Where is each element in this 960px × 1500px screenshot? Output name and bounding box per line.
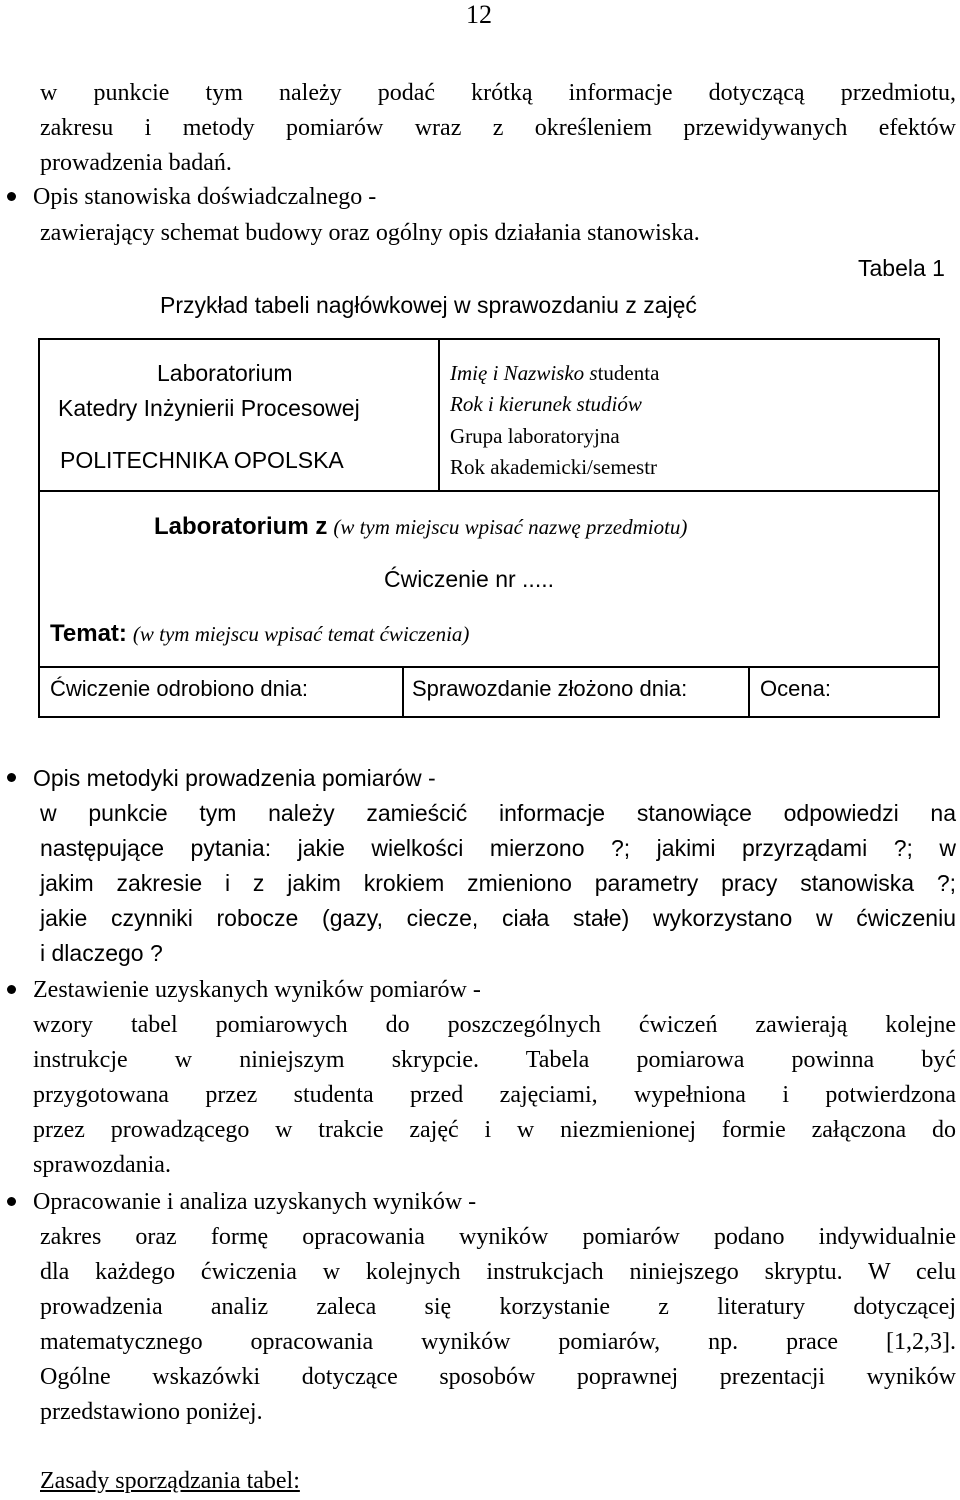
bullet3-line-3: przygotowana przez studenta przed zajęciami, wypełniona i potwierdzona xyxy=(33,1082,956,1108)
intro-line-2: zakresu i metody pomiarów wraz z określeniem przewidywanych efektów xyxy=(40,115,956,141)
exercise-number: Ćwiczenie nr ..... xyxy=(384,566,554,592)
bullet1-line: zawierający schemat budowy oraz ogólny opis działania stanowiska. xyxy=(40,220,700,246)
year-major-field: Rok i kierunek studiów xyxy=(450,392,642,416)
bullet4-line-3: prowadzenia analiz zaleca się korzystanie z literatury dotyczącej xyxy=(40,1294,956,1320)
bullet1-heading: Opis stanowiska doświadczalnego - xyxy=(33,184,377,210)
lab-name: Laboratorium xyxy=(157,360,293,386)
bullet-icon xyxy=(7,192,16,201)
bullet-icon xyxy=(7,985,16,994)
academic-year-field: Rok akademicki/semestr xyxy=(450,455,658,479)
lab-group-field: Grupa laboratoryjna xyxy=(450,424,620,448)
bullet2-line-4: jakie czynniki robocze (gazy, ciecze, ciała stałe) wykorzystano w ćwiczeniu xyxy=(40,905,956,931)
table-label: Tabela 1 xyxy=(858,255,945,281)
exercise-date-field: Ćwiczenie odrobiono dnia: xyxy=(50,676,309,701)
bullet3-line-5: sprawozdania. xyxy=(33,1152,171,1178)
report-date-field: Sprawozdanie złożono dnia: xyxy=(412,676,688,701)
section-heading: Zasady sporządzania tabel: xyxy=(40,1468,300,1494)
bullet4-line-6: przedstawiono poniżej. xyxy=(40,1399,263,1425)
table-divider xyxy=(40,666,938,668)
bullet3-line-2: instrukcje w niniejszym skrypcie. Tabela pomiarowa powinna być xyxy=(33,1047,956,1073)
page-number: 12 xyxy=(466,0,492,29)
grade-field: Ocena: xyxy=(760,676,831,701)
intro-line-1: w punkcie tym należy podać krótką informacje dotyczącą przedmiotu, xyxy=(40,80,956,106)
table-divider xyxy=(748,666,750,716)
university-name: POLITECHNIKA OPOLSKA xyxy=(60,447,344,473)
bullet4-line-1: zakres oraz formę opracowania wyników pomiarów podano indywidualnie xyxy=(40,1224,956,1250)
intro-line-3: prowadzenia badań. xyxy=(40,150,232,176)
table-title: Przykład tabeli nagłówkowej w sprawozdaniu z zajęć xyxy=(160,292,697,318)
bullet-icon xyxy=(7,773,16,782)
bullet-icon xyxy=(7,1197,16,1206)
bullet3-line-4: przez prowadzącego w trakcie zajęć i w niezmienionej formie załączona do xyxy=(33,1117,956,1143)
topic-line: Temat: (w tym miejscu wpisać temat ćwiczenia) xyxy=(50,620,470,647)
bullet2-line-1: w punkcie tym należy zamieścić informacje stanowiące odpowiedzi na xyxy=(40,800,956,826)
bullet2-line-5: i dlaczego ? xyxy=(40,940,163,966)
bullet3-heading: Zestawienie uzyskanych wyników pomiarów - xyxy=(33,977,481,1003)
bullet4-line-2: dla każdego ćwiczenia w kolejnych instrukcjach niniejszego skryptu. W celu xyxy=(40,1259,956,1285)
bullet4-heading: Opracowanie i analiza uzyskanych wyników - xyxy=(33,1189,477,1215)
bullet2-line-3: jakim zakresie i z jakim krokiem zmieniono parametry pracy stanowiska ?; xyxy=(40,870,956,896)
bullet2-heading: Opis metodyki prowadzenia pomiarów - xyxy=(33,765,436,791)
bullet4-line-4: matematycznego opracowania wyników pomiarów, np. prace [1,2,3]. xyxy=(40,1329,956,1355)
bullet2-line-2: następujące pytania: jakie wielkości mierzono ?; jakimi przyrządami ?; w xyxy=(40,835,956,861)
lab-subject-line: Laboratorium z (w tym miejscu wpisać nazwę przedmiotu) xyxy=(154,513,688,540)
student-name-field: Imię i Nazwisko studenta xyxy=(450,361,660,385)
table-divider xyxy=(402,666,404,716)
table-divider xyxy=(40,490,938,492)
department-name: Katedry Inżynierii Procesowej xyxy=(58,395,360,421)
table-divider xyxy=(438,340,440,492)
bullet4-line-5: Ogólne wskazówki dotyczące sposobów poprawnej prezentacji wyników xyxy=(40,1364,956,1390)
bullet3-line-1: wzory tabel pomiarowych do poszczególnych ćwiczeń zawierają kolejne xyxy=(33,1012,956,1038)
